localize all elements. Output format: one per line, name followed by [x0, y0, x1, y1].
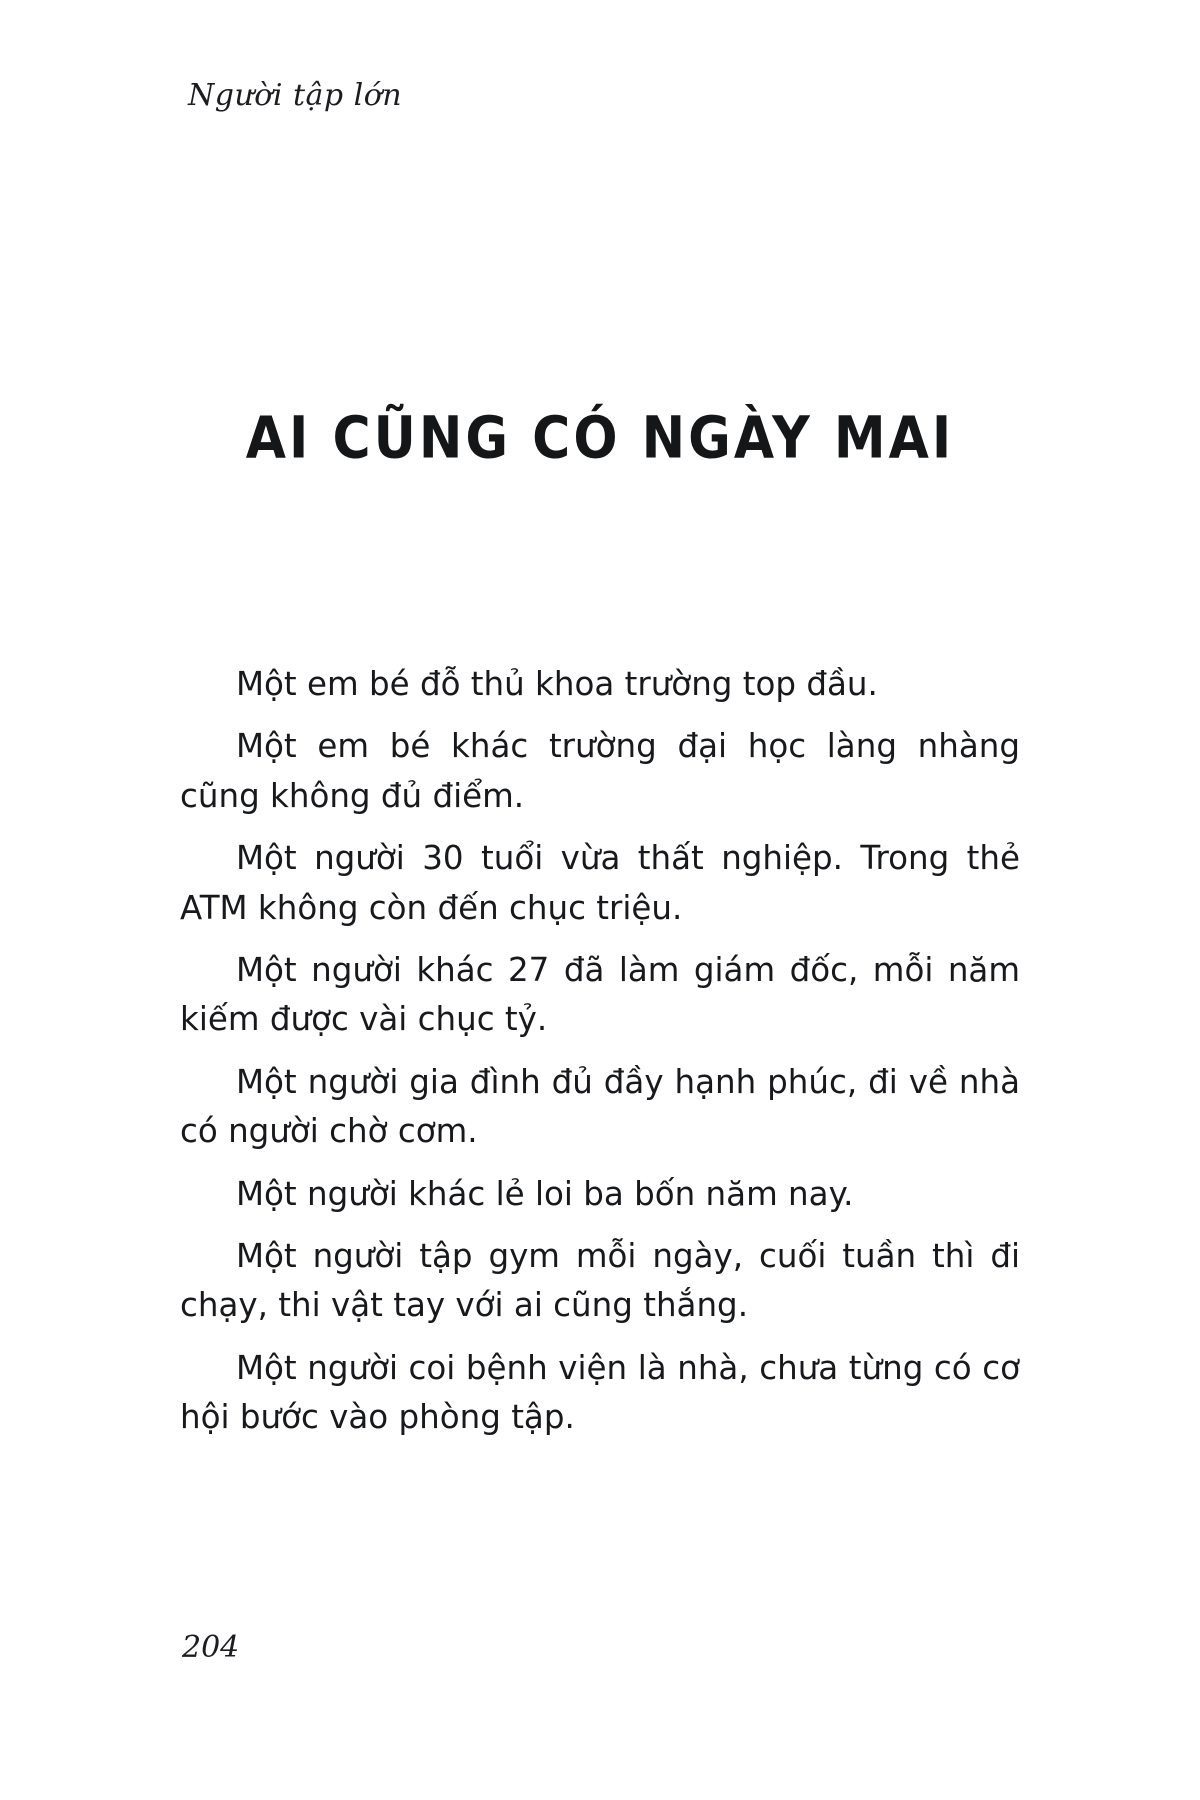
paragraph: Một người tập gym mỗi ngày, cuối tuần thì đi chạy, thi vật tay với ai cũng thắng.: [180, 1236, 1020, 1325]
paragraph: Một người khác 27 đã làm giám đốc, mỗi năm kiếm được vài chục tỷ.: [180, 950, 1020, 1039]
paragraph: Một người coi bệnh viện là nhà, chưa từng có cơ hội bước vào phòng tập.: [180, 1348, 1020, 1437]
paragraph: Một người khác lẻ loi ba bốn năm nay.: [236, 1174, 854, 1213]
paragraph: Một người gia đình đủ đầy hạnh phúc, đi về nhà có người chờ cơm.: [180, 1062, 1020, 1151]
body-text: [180, 660, 1020, 1455]
paragraph: Một em bé đỗ thủ khoa trường top đầu.: [236, 665, 878, 703]
chapter-title: AI CŨNG CÓ NGÀY MAI: [245, 404, 955, 473]
paragraph: Một người 30 tuổi vừa thất nghiệp. Trong thẻ ATM không còn đến chục triệu.: [180, 839, 1020, 927]
page-number: 204: [182, 1630, 240, 1665]
running-head: Người tập lớn: [188, 78, 403, 113]
paragraph: Một em bé khác trường đại học làng nhàng cũng không đủ điểm.: [180, 727, 1020, 815]
